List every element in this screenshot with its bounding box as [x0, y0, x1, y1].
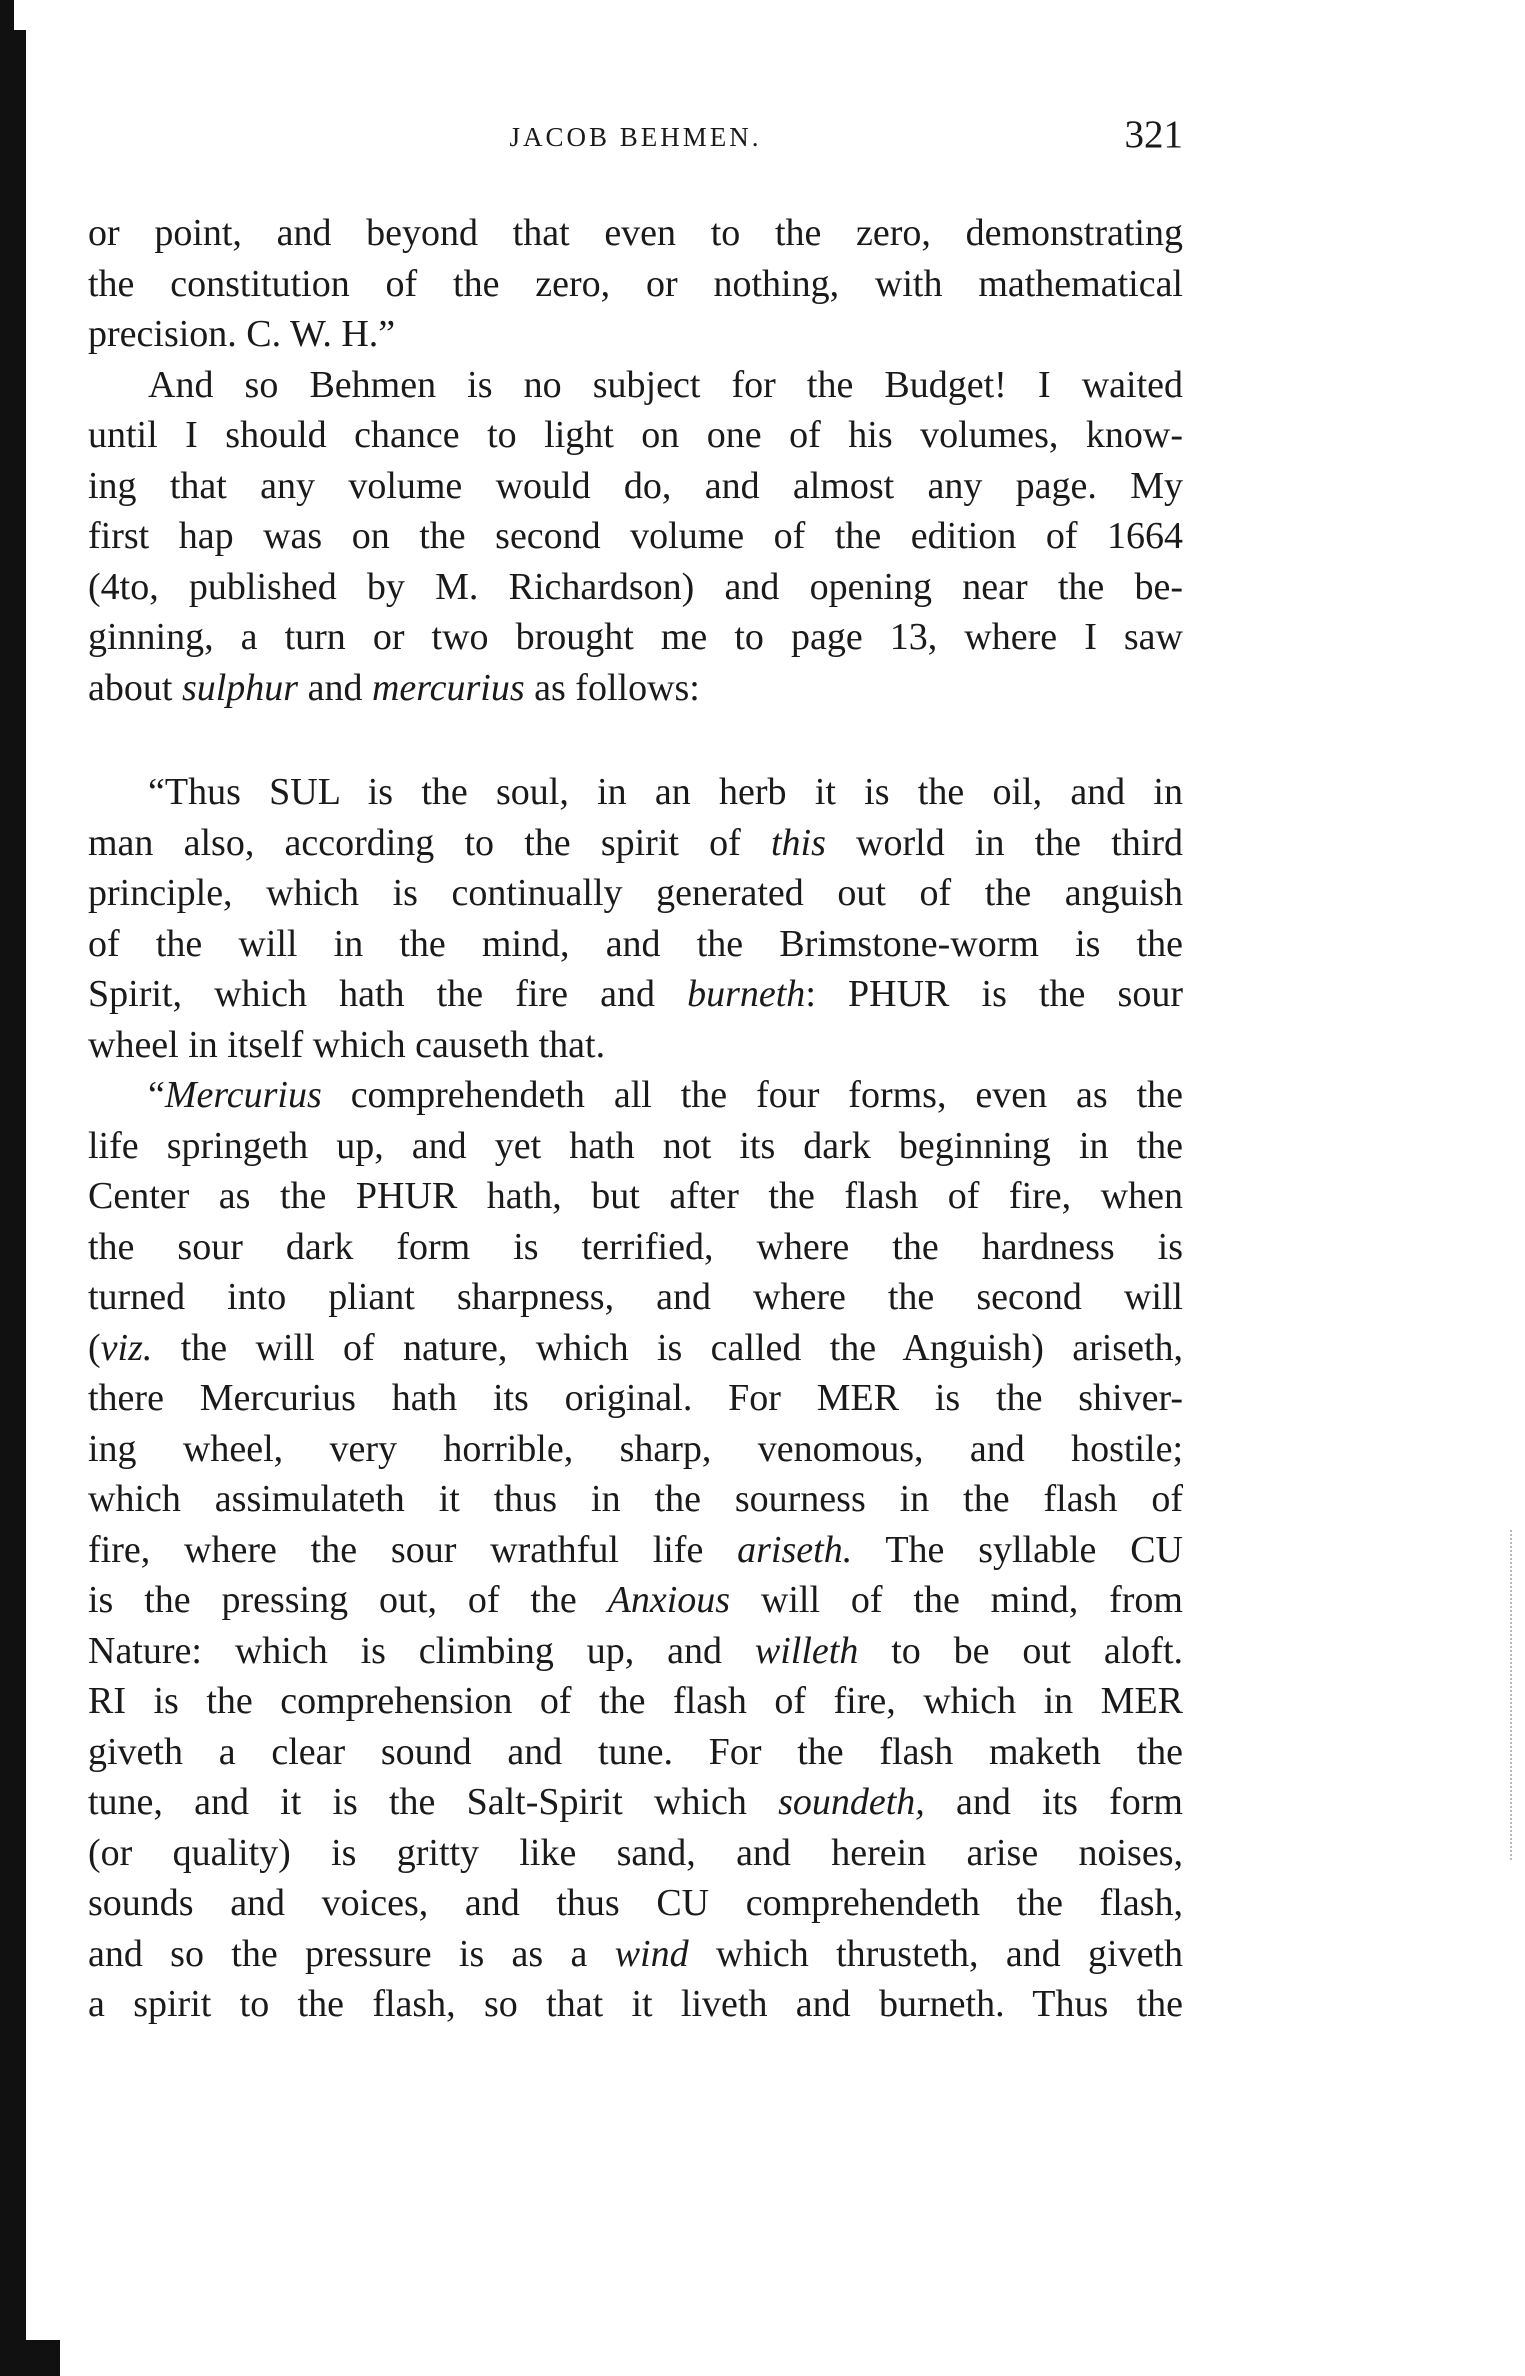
text-segment: : PHUR is the sour: [805, 973, 1183, 1015]
text-segment: as follows:: [524, 666, 700, 709]
text-segment: wheel in itself which causeth that.: [88, 1023, 606, 1066]
text-line: [88, 511, 1183, 562]
text-line: [88, 1424, 1183, 1475]
text-line: [88, 1676, 1183, 1727]
text-segment: fire, where the sour wrathful life: [88, 1528, 738, 1571]
text-line: [88, 1979, 1183, 2030]
text-segment: giveth a clear sound and tune. For the flash maketh the: [88, 1730, 1183, 1773]
running-head: JACOB BEHMEN.: [509, 122, 762, 152]
text-segment: precision. C. W. H.”: [88, 313, 396, 355]
text-segment: will of the mind, from: [730, 1579, 1183, 1621]
text-segment: And so Behmen is no subject for the Budget! I waited: [148, 363, 1183, 406]
text-line: [88, 612, 1183, 663]
text-segment: (4to, published by M. Richardson) and opening near the be-: [88, 565, 1183, 608]
italic-text: this: [770, 821, 826, 864]
text-segment: man also, according to the spirit of: [88, 821, 771, 864]
text-line: [88, 919, 1183, 970]
text-segment: which thrusteth, and giveth: [688, 1932, 1183, 1975]
text-segment: there Mercurius hath its original. For MER is the shiver-: [88, 1377, 1183, 1419]
text-line: [88, 410, 1183, 461]
text-line: [88, 1222, 1183, 1273]
text-line: [88, 1121, 1183, 1172]
paragraph: [88, 208, 1183, 360]
text-segment: and: [298, 666, 372, 709]
text-segment: turned into pliant sharpness, and where the second will: [88, 1276, 1183, 1318]
text-segment: the sour dark form is terrified, where the hardness is: [88, 1225, 1183, 1268]
text-line: [88, 767, 1183, 818]
text-line: [88, 1828, 1183, 1879]
text-segment: about: [88, 666, 182, 709]
italic-text: mercurius: [371, 666, 525, 709]
text-segment: ginning, a turn or two brought me to page 13, where I saw: [88, 616, 1183, 658]
text-segment: “: [148, 1074, 165, 1116]
margin-scan-artifact: [1510, 1530, 1515, 1860]
text-segment: RI is the comprehension of the flash of fire, which in MER: [88, 1680, 1183, 1722]
text-line: [88, 1474, 1183, 1525]
page-number: 321: [1124, 113, 1183, 156]
text-segment: Nature: which is climbing up, and: [88, 1629, 755, 1672]
text-segment: the constitution of the zero, or nothing, with mathematical: [88, 262, 1183, 305]
text-line: [88, 562, 1183, 613]
text-line: [88, 1626, 1183, 1677]
italic-text: burneth: [687, 973, 806, 1015]
text-line: [88, 1929, 1183, 1980]
italic-text: viz.: [100, 1326, 153, 1369]
text-line: [88, 1373, 1183, 1424]
text-segment: the will of nature, which is called the Anguish) ariseth,: [152, 1326, 1183, 1369]
paragraph: [88, 767, 1183, 1070]
text-line: [88, 1171, 1183, 1222]
italic-text: sulphur: [181, 666, 299, 709]
text-line: [88, 360, 1183, 411]
text-segment: which assimulateth it thus in the sourness in the flash of: [88, 1478, 1183, 1520]
italic-text: willeth: [754, 1629, 859, 1672]
paragraph: [88, 1070, 1183, 2030]
body-text: [88, 208, 1183, 2030]
text-segment: and so the pressure is as a: [88, 1932, 615, 1975]
text-line: [88, 208, 1183, 259]
text-line: [88, 1525, 1183, 1576]
text-segment: ing that any volume would do, and almost any page. My: [88, 464, 1183, 507]
text-segment: tune, and it is the Salt-Spirit which: [88, 1781, 779, 1823]
binding-edge: [0, 30, 26, 2376]
text-segment: “Thus SUL is the soul, in an herb it is the oil, and in: [148, 771, 1183, 813]
text-segment: life springeth up, and yet hath not its dark beginning in the: [88, 1124, 1183, 1167]
text-segment: principle, which is continually generated out of the anguish: [88, 872, 1183, 914]
text-line: [88, 969, 1183, 1020]
text-line: [88, 1575, 1183, 1626]
text-segment: is the pressing out, of the: [88, 1579, 608, 1621]
text-line: [88, 1727, 1183, 1778]
text-segment: comprehendeth all the four forms, even as the: [321, 1074, 1183, 1116]
text-line: [88, 1777, 1183, 1828]
text-segment: of the will in the mind, and the Brimstone-worm is the: [88, 922, 1183, 965]
italic-text: ariseth.: [737, 1528, 853, 1571]
text-line: [88, 1323, 1183, 1374]
text-segment: world in the third: [825, 821, 1184, 864]
text-segment: (or quality) is gritty like sand, and herein arise noises,: [88, 1831, 1183, 1874]
text-line: [88, 818, 1183, 869]
paragraph: [88, 360, 1183, 714]
text-segment: to be out aloft.: [858, 1629, 1183, 1672]
text-line: [88, 461, 1183, 512]
page-header: [88, 112, 1183, 166]
text-segment: The syllable CU: [852, 1528, 1183, 1571]
text-line: [88, 1878, 1183, 1929]
text-line: [88, 1070, 1183, 1121]
text-line: [88, 663, 1183, 714]
text-segment: Spirit, which hath the fire and: [88, 973, 688, 1015]
text-segment: or point, and beyond that even to the zero, demonstrating: [88, 212, 1183, 254]
italic-text: Mercurius: [164, 1074, 322, 1116]
text-line: [88, 259, 1183, 310]
text-segment: Center as the PHUR hath, but after the flash of fire, when: [88, 1175, 1183, 1217]
text-line: [88, 868, 1183, 919]
text-segment: ing wheel, very horrible, sharp, venomous, and hostile;: [88, 1427, 1183, 1470]
text-line: [88, 1272, 1183, 1323]
italic-text: Anxious: [607, 1579, 731, 1621]
text-segment: (: [88, 1326, 101, 1369]
text-segment: until I should chance to light on one of his volumes, know-: [88, 414, 1183, 456]
italic-text: wind: [614, 1932, 689, 1975]
text-line: [88, 309, 1183, 360]
italic-text: soundeth,: [778, 1781, 925, 1823]
text-line: [88, 1020, 1183, 1071]
text-segment: and its form: [924, 1781, 1183, 1823]
paragraph-gap: [88, 713, 1183, 767]
text-segment: a spirit to the flash, so that it liveth and burneth. Thus the: [88, 1983, 1183, 2025]
text-segment: sounds and voices, and thus CU comprehendeth the flash,: [88, 1882, 1183, 1924]
binding-edge-foot: [0, 2340, 60, 2376]
text-segment: first hap was on the second volume of the edition of 1664: [88, 515, 1183, 557]
